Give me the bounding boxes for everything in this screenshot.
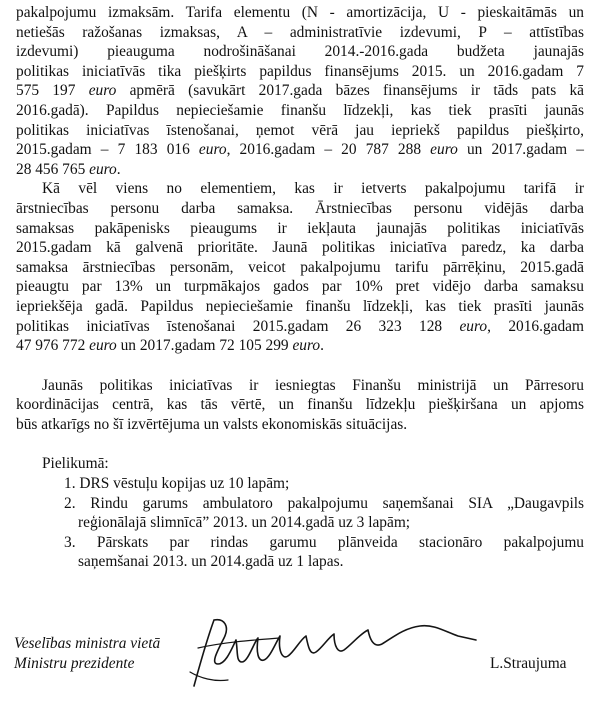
paragraph-tariff-elements <box>16 3 584 179</box>
attachments-list <box>16 454 584 572</box>
text-line: koordinācijas centrā, kas tās vērtē, un finanšu līdzekļu piešķiršana un apjoms <box>16 396 584 414</box>
text-line: iepriekšēja gadā. Papildus nepieciešamie finanšu līdzekļi, kas tiek prasīti jaunās <box>16 297 584 315</box>
text-line: ārstniecības personu darba samaksa. Ārstniecības personu vidējās darba <box>16 199 584 217</box>
text-line: 2015.gadam – 7 183 016 euro, 2016.gadam – 20 787 288 euro un 2017.gadam – <box>16 141 584 159</box>
text-line: 2015.gadam kā galvenā prioritāte. Jaunā politikas iniciatīva paredz, ka darba <box>16 239 584 257</box>
text-line: politikas iniciatīvas īstenošanai, ņemot vērā jau iepriekš papildus piešķirto, <box>16 121 584 139</box>
attachment-item: 2. Rindu garums ambulatoro pakalpojumu saņemšanai SIA „Daugavpils <box>64 494 584 512</box>
text-line: 28 456 765 euro. <box>16 160 121 178</box>
attachments-heading: Pielikumā: <box>42 455 109 473</box>
signatory-name: L.Straujuma <box>490 655 567 672</box>
text-line: samaksas pakāpenisks pieaugums ir iekļauta jaunajās politikas iniciatīvās <box>16 219 584 237</box>
text-line: 2016.gadā). Papildus nepieciešamie finanšu līdzekļi, kas tiek prasīti jaunās <box>16 101 584 119</box>
text-line: 47 976 772 euro un 2017.gadam 72 105 299 euro. <box>16 337 324 355</box>
text-line: samaksa ārstniecības personām, veicot pakalpojumu tarifu pārrēķinu, 2015.gadā <box>16 258 584 276</box>
attachment-item: 1. DRS vēstuļu kopijas uz 10 lapām; <box>64 475 290 493</box>
attachment-item-continued: reģionālajā slimnīcā” 2013. un 2014.gadā uz 3 lapām; <box>78 514 411 532</box>
text-line: būs atkarīgs no šī izvērtējuma un valsts ekonomiskās situācijas. <box>16 415 408 433</box>
text-line: pakalpojumu izmaksām. Tarifa elementu (N - amortizācija, U - pieskaitāmās un <box>16 4 584 21</box>
handwritten-signature-icon <box>184 612 484 694</box>
text-line: politikas iniciatīvās tika piešķirts papildus finansējums 2015. un 2016.gadam 7 <box>16 62 584 80</box>
attachment-item-continued: saņemšanai 2013. un 2014.gadā uz 1 lapas. <box>78 553 344 571</box>
text-line: 575 197 euro apmērā (savukārt 2017.gada bāzes finansējums ir tāds pats kā <box>16 82 584 100</box>
text-line: Jaunās politikas iniciatīvas ir iesniegtas Finanšu ministrijā un Pārresoru <box>42 376 584 394</box>
text-line: netiešās ražošanas izmaksas, A – administratīvie izdevumi, P – attīstības <box>16 23 584 41</box>
text-line: politikas iniciatīvas īstenošanai 2015.gadam 26 323 128 euro, 2016.gadam <box>16 317 584 335</box>
text-line: izdevumi) pieauguma nodrošināšanai 2014.-2016.gada budžeta jaunajās <box>16 43 584 61</box>
signatory-title: Veselības ministra vietā <box>14 635 161 652</box>
text-line: pieaugtu par 13% un turpmākajos gados par 10% pret vidējo darba samaksu <box>16 278 584 296</box>
paragraph-staff-salary <box>16 179 584 355</box>
attachment-item: 3. Pārskats par rindas garumu plānveida stacionāro pakalpojumu <box>64 533 584 551</box>
signatory-role: Ministru prezidente <box>14 655 135 672</box>
paragraph-submission <box>16 376 584 435</box>
document-body <box>16 3 584 572</box>
text-line: Kā vēl viens no elementiem, kas ir ietverts pakalpojumu tarifā ir <box>42 180 584 198</box>
